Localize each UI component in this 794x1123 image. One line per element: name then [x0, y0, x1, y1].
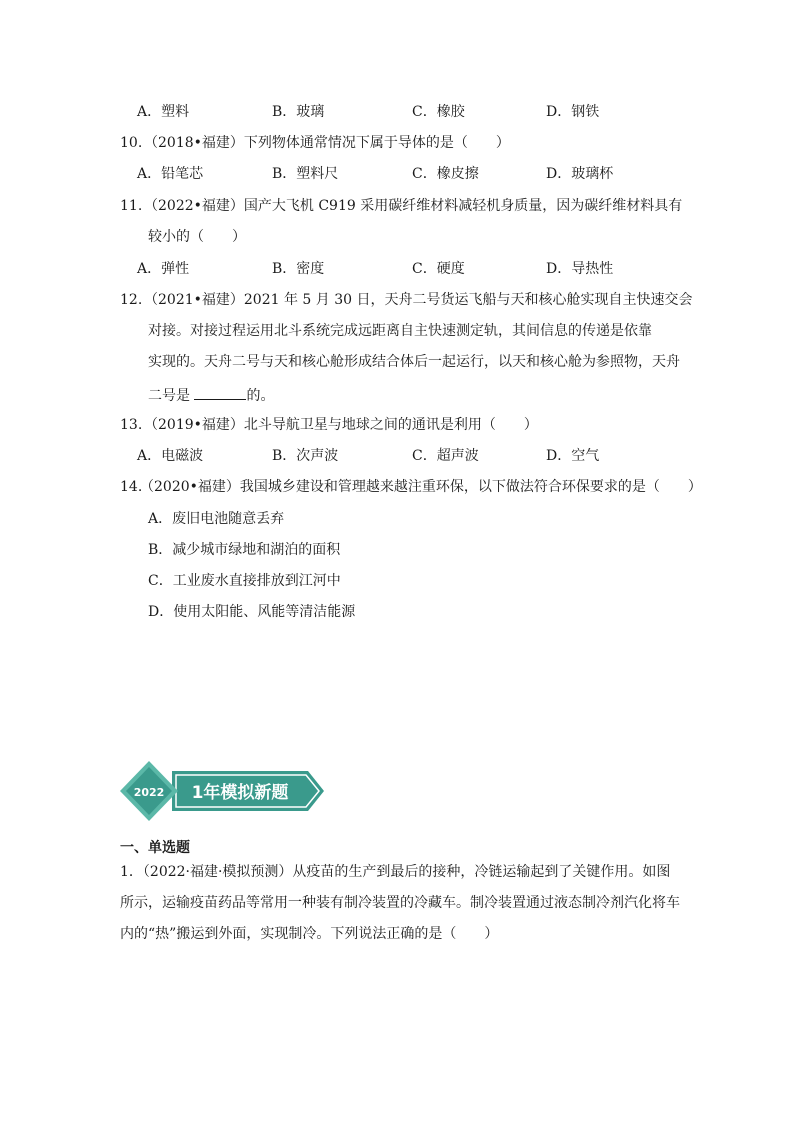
q11-option-b: B．密度	[272, 261, 325, 277]
q13-stem: （2019•福建）北斗导航卫星与地球之间的通讯是利用（ ）	[144, 417, 538, 433]
section-title: 一、单选题	[120, 840, 190, 856]
q9-option-b: B．玻璃	[272, 104, 325, 120]
q11-option-d: D．导热性	[546, 261, 614, 277]
q10-option-c: C．橡皮擦	[412, 166, 479, 182]
q13-option-b: B．次声波	[272, 448, 339, 464]
q9-option-c: C．橡胶	[412, 104, 465, 120]
q11-number: 11.	[120, 198, 143, 214]
section-banner	[120, 755, 330, 827]
q12-stem-line4-post: 的。	[246, 388, 275, 404]
banner-graphic	[120, 755, 330, 827]
q10-option-d: D．玻璃杯	[546, 166, 614, 182]
p1-line2: 所示，运输疫苗药品等常用一种装有制冷装置的冷藏车。制冷装置通过液态制冷剂汽化将车	[120, 895, 680, 911]
q9-option-a: A．塑料	[137, 104, 190, 120]
q14-option-a: A．废旧电池随意丢弃	[148, 511, 285, 527]
q11-stem-line1: （2022•福建）国产大飞机 C919 采用碳纤维材料减轻机身质量，因为碳纤维材料具有	[144, 198, 683, 214]
q12-stem-line4-pre: 二号是	[148, 388, 195, 404]
q10-option-b: B．塑料尺	[272, 166, 339, 182]
q9-option-d: D．钢铁	[546, 104, 600, 120]
q11-stem-line2: 较小的（ ）	[148, 229, 246, 245]
q11-option-a: A．弹性	[137, 261, 190, 277]
q12-answer-blank[interactable]	[194, 385, 246, 400]
q13-option-a: A．电磁波	[137, 448, 204, 464]
p1-line1: 1．（2022·福建·模拟预测）从疫苗的生产到最后的接种，冷链运输起到了关键作用。如图	[120, 864, 671, 880]
banner-title: 1年模拟新题	[191, 783, 289, 803]
q14-stem: （2020•福建）我国城乡建设和管理越来越注重环保，以下做法符合环保要求的是（ ）	[140, 479, 702, 495]
q12-stem-line1: （2021•福建）2021 年 5 月 30 日，天舟二号货运飞船与天和核心舱实现自主快速交会	[144, 292, 693, 308]
q14-option-b: B．减少城市绿地和湖泊的面积	[148, 542, 341, 558]
q11-option-c: C．硬度	[412, 261, 465, 277]
q13-option-d: D．空气	[546, 448, 600, 464]
p1-line3: 内的“热”搬运到外面，实现制冷。下列说法正确的是（ ）	[120, 926, 499, 942]
q10-number: 10.	[120, 135, 143, 151]
q10-stem: （2018•福建）下列物体通常情况下属于导体的是（ ）	[144, 135, 510, 151]
q12-number: 12.	[120, 292, 143, 308]
q12-stem-line3: 实现的。天舟二号与天和核心舱形成结合体后一起运行，以天和核心舱为参照物，天舟	[148, 354, 680, 370]
q12-stem-line4	[148, 385, 274, 405]
q10-option-a: A．铅笔芯	[137, 166, 204, 182]
q14-option-c: C．工业废水直接排放到江河中	[148, 573, 341, 589]
q14-number: 14.	[120, 479, 143, 495]
q13-number: 13.	[120, 417, 143, 433]
q12-stem-line2: 对接。对接过程运用北斗系统完成远距离自主快速测定轨，其间信息的传递是依靠	[148, 323, 652, 339]
banner-year: 2022	[133, 786, 165, 799]
q14-option-d: D．使用太阳能、风能等清洁能源	[148, 604, 356, 620]
q13-option-c: C．超声波	[412, 448, 479, 464]
